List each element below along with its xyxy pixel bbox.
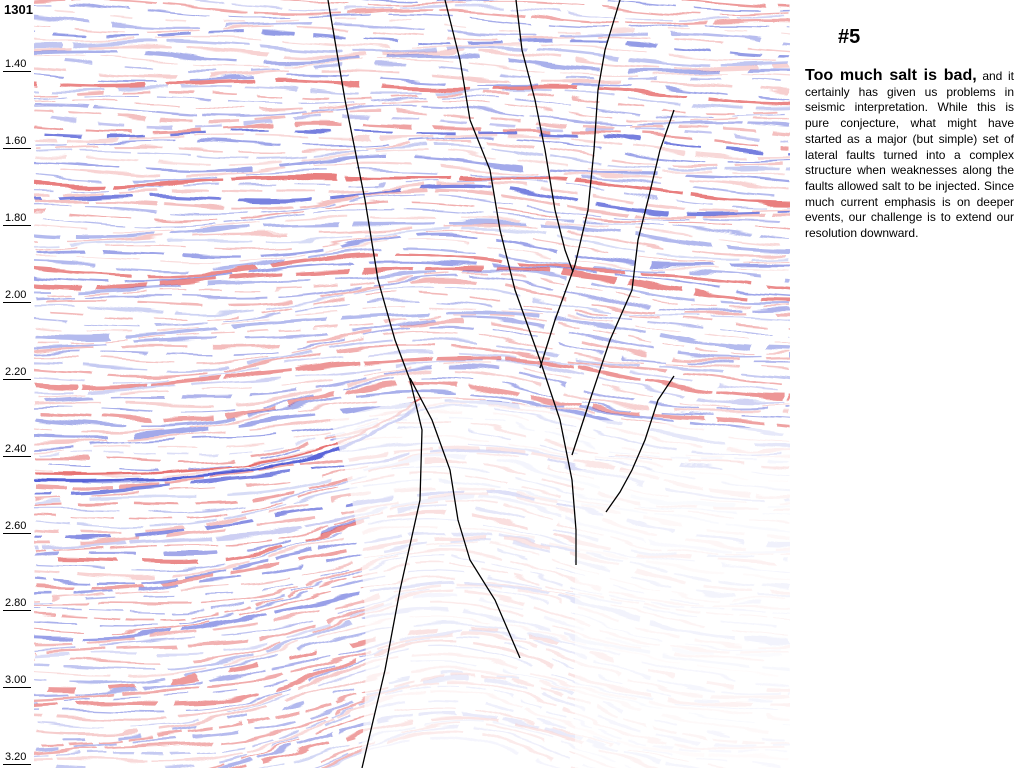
time-tick-mark: [3, 302, 31, 303]
time-tick-mark: [3, 764, 31, 765]
time-tick-label: 2.40: [5, 443, 27, 455]
slide-caption: [805, 68, 1014, 242]
caption-lead: Too much salt is bad,: [805, 67, 977, 84]
time-tick-label: 2.20: [5, 366, 27, 378]
slide-number: #5: [838, 26, 861, 48]
time-tick-label: 1.60: [5, 135, 27, 147]
section-id-label: 1301: [4, 2, 33, 17]
time-tick-label: 2.80: [5, 597, 27, 609]
time-tick-mark: [3, 456, 31, 457]
time-tick-mark: [3, 225, 31, 226]
time-tick-mark: [3, 379, 31, 380]
time-tick-label: 3.20: [5, 751, 27, 763]
caption-body: and it certainly has given us problems in seismic interpretation. While this is pure conjecture, what might have started as a major (but simple) set of lateral faults turned into a complex structure when weaknesses along the faults allowed salt to be injected. Since much current emphasis is on deeper events, our challenge is to extend our resolution downward.: [805, 69, 1014, 241]
time-tick-label: 3.00: [5, 674, 27, 686]
time-tick-mark: [3, 533, 31, 534]
time-tick-mark: [3, 148, 31, 149]
time-tick-mark: [3, 610, 31, 611]
time-tick-label: 2.60: [5, 520, 27, 532]
time-tick-label: 1.80: [5, 212, 27, 224]
time-tick-mark: [3, 687, 31, 688]
time-tick-label: 1.40: [5, 58, 27, 70]
time-tick-label: 2.00: [5, 289, 27, 301]
time-tick-mark: [3, 71, 31, 72]
